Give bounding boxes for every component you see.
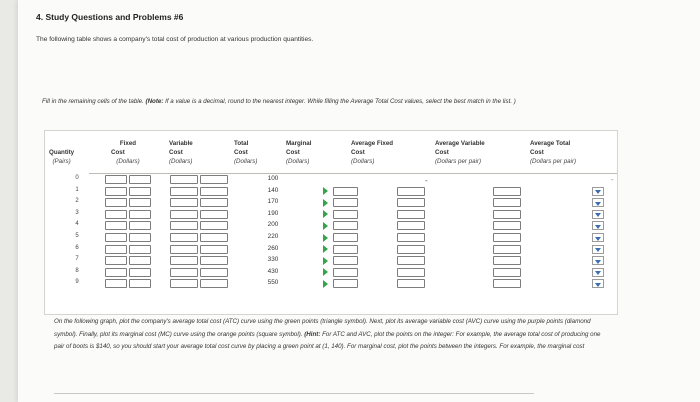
quantity-cell: 7 — [75, 256, 79, 263]
average-fixed-cost-input[interactable] — [397, 198, 425, 207]
quantity-cell: 4 — [75, 221, 79, 228]
question-panel — [18, 0, 700, 402]
average-fixed-cost-input[interactable] — [397, 256, 425, 265]
average-total-cost-select[interactable] — [592, 233, 604, 242]
marginal-cost-marker-icon — [323, 234, 328, 242]
fixed-cost-input-b[interactable] — [129, 279, 151, 288]
marginal-cost-marker-icon — [323, 222, 328, 230]
fixed-cost-input-a[interactable] — [105, 221, 127, 230]
variable-cost-input-b[interactable] — [200, 233, 228, 242]
fixed-cost-input-b[interactable] — [129, 233, 151, 242]
average-variable-cost-input[interactable] — [493, 187, 521, 196]
average-fixed-cost-input[interactable] — [397, 245, 425, 254]
average-total-cost-select[interactable] — [592, 187, 604, 196]
header-marginal-cost: Marginal Cost (Dollars) — [286, 140, 312, 165]
average-total-cost-select[interactable] — [592, 279, 604, 288]
variable-cost-input[interactable] — [170, 279, 198, 288]
quantity-cell: 2 — [75, 198, 79, 205]
variable-cost-input-b[interactable] — [200, 221, 228, 230]
total-cost-cell: 550 — [267, 279, 279, 287]
total-cost-cell: 170 — [267, 198, 279, 206]
average-variable-cost-input[interactable] — [493, 256, 521, 265]
header-total-cost: Total Cost (Dollars) — [234, 140, 258, 165]
total-cost-cell: 220 — [267, 233, 279, 240]
average-variable-cost-input[interactable] — [493, 233, 521, 242]
average-fixed-cost-input[interactable] — [397, 268, 425, 277]
average-total-cost-select[interactable] — [592, 198, 604, 207]
total-cost-cell: 140 — [267, 186, 279, 194]
average-variable-cost-input[interactable] — [493, 279, 521, 288]
marginal-cost-input[interactable] — [333, 198, 358, 207]
instructions-text: Fill in the remaining cells of the table. (Note: If a value is a decimal, round to the nearest integer. While filling the Average Total Cost values, select the best match in the list. ) — [42, 98, 516, 105]
variable-cost-input[interactable] — [170, 198, 198, 207]
average-variable-cost-input[interactable] — [493, 268, 521, 277]
quantity-cell: 6 — [75, 244, 79, 251]
fixed-cost-input-b[interactable] — [129, 245, 151, 254]
fixed-cost-input-b[interactable] — [129, 256, 151, 265]
variable-cost-input[interactable] — [170, 221, 198, 230]
marginal-cost-input[interactable] — [333, 210, 358, 219]
graph-instructions: On the following graph, plot the company's average total cost (ATC) curve using the green points (triangle symbol). Next, plot its average variable cost (AVC) curve using the purple points (diamond symbol). Finally, plot its marginal cost (MC) curve using the orange points (square symbol). (Hint: For ATC and AVC, plot the points on the integer: For example, the average total cost of producing one pair of boots is $140, so you should start your average total cost curve by placing a green point at (1, 140). For marginal cost, plot the points between the integers. For example, the marginal cost — [54, 318, 601, 350]
variable-cost-input[interactable] — [170, 175, 198, 184]
average-total-cost-select[interactable] — [592, 221, 604, 230]
quantity-cell: 3 — [75, 209, 79, 216]
fixed-cost-input-b[interactable] — [129, 268, 151, 277]
total-cost-cell: 260 — [267, 244, 279, 252]
header-quantity: Quantity (Pairs) — [49, 149, 75, 165]
average-total-cost-select[interactable] — [592, 256, 604, 265]
variable-cost-input-b[interactable] — [200, 279, 228, 288]
average-fixed-cost-input[interactable] — [397, 210, 425, 219]
marginal-cost-input[interactable] — [333, 221, 358, 230]
fixed-cost-input-a[interactable] — [105, 279, 127, 288]
total-cost-cell: 190 — [267, 209, 279, 217]
question-heading: 4. Study Questions and Problems #6 — [36, 12, 184, 22]
variable-cost-input-b[interactable] — [200, 187, 228, 196]
variable-cost-input-b[interactable] — [200, 175, 228, 184]
marginal-cost-marker-icon — [323, 210, 328, 218]
quantity-cell: 5 — [75, 233, 79, 239]
variable-cost-input-b[interactable] — [200, 210, 228, 219]
fixed-cost-input-b[interactable] — [129, 175, 151, 184]
atc-q0-dash: - — [611, 175, 614, 184]
afc-q0-dash: - — [425, 176, 428, 185]
average-fixed-cost-input[interactable] — [397, 233, 425, 242]
fixed-cost-input-a[interactable] — [105, 256, 127, 265]
total-cost-cell: 200 — [267, 221, 279, 229]
quantity-cell: 8 — [75, 267, 79, 274]
average-fixed-cost-input[interactable] — [397, 221, 425, 230]
marginal-cost-marker-icon — [323, 257, 328, 265]
total-cost-cell: 430 — [267, 267, 279, 275]
header-average-variable-cost: Average Variable Cost (Dollars per pair) — [435, 140, 485, 165]
total-cost-cell: 330 — [267, 256, 279, 264]
quantity-cell: 9 — [75, 279, 79, 286]
quantity-cell: 1 — [75, 186, 79, 193]
marginal-cost-input[interactable] — [333, 256, 358, 265]
average-variable-cost-input[interactable] — [493, 221, 521, 230]
marginal-cost-input[interactable] — [333, 279, 358, 288]
variable-cost-input-b[interactable] — [200, 245, 228, 254]
average-variable-cost-input[interactable] — [493, 198, 521, 207]
fixed-cost-input-a[interactable] — [105, 187, 127, 196]
marginal-cost-input[interactable] — [333, 233, 358, 242]
intro-text: The following table shows a company's total cost of production at various production quantities. — [36, 36, 314, 43]
variable-cost-input[interactable] — [170, 233, 198, 242]
average-total-cost-select[interactable] — [592, 268, 604, 277]
average-total-cost-select[interactable] — [592, 210, 604, 219]
fixed-cost-input-b[interactable] — [129, 187, 151, 196]
average-variable-cost-input[interactable] — [493, 245, 521, 254]
quantity-cell: 0 — [75, 175, 79, 181]
fixed-cost-input-a[interactable] — [105, 210, 127, 219]
variable-cost-input-b[interactable] — [200, 256, 228, 265]
average-total-cost-select[interactable] — [592, 245, 604, 254]
fixed-cost-input-a[interactable] — [105, 268, 127, 277]
header-average-total-cost: Average Total Cost (Dollars per pair) — [530, 140, 577, 165]
variable-cost-input[interactable] — [170, 256, 198, 265]
variable-cost-input[interactable] — [170, 245, 198, 254]
average-fixed-cost-input[interactable] — [397, 279, 425, 288]
fixed-cost-input-a[interactable] — [105, 198, 127, 207]
marginal-cost-marker-icon — [323, 199, 328, 207]
cost-table — [44, 130, 618, 315]
marginal-cost-input[interactable] — [333, 187, 358, 196]
fixed-cost-input-b[interactable] — [129, 221, 151, 230]
marginal-cost-marker-icon — [323, 268, 328, 276]
average-variable-cost-input[interactable] — [493, 210, 521, 219]
fixed-cost-input-b[interactable] — [129, 210, 151, 219]
variable-cost-input-b[interactable] — [200, 198, 228, 207]
fixed-cost-input-b[interactable] — [129, 198, 151, 207]
variable-cost-input-b[interactable] — [200, 268, 228, 277]
variable-cost-input[interactable] — [170, 210, 198, 219]
marginal-cost-input[interactable] — [333, 245, 358, 254]
content-cutoff-line — [54, 393, 534, 394]
header-fixed-cost: Fixed Cost (Dollars) — [111, 140, 140, 165]
marginal-cost-marker-icon — [323, 187, 328, 195]
header-variable-cost: Variable Cost (Dollars) — [169, 140, 193, 165]
average-fixed-cost-input[interactable] — [397, 187, 425, 196]
marginal-cost-marker-icon — [323, 245, 328, 253]
total-cost-cell: 100 — [267, 175, 279, 182]
marginal-cost-input[interactable] — [333, 268, 358, 277]
variable-cost-input[interactable] — [170, 187, 198, 196]
header-divider — [89, 173, 617, 174]
header-average-fixed-cost: Average Fixed Cost (Dollars) — [351, 140, 394, 165]
variable-cost-input[interactable] — [170, 268, 198, 277]
fixed-cost-input-a[interactable] — [105, 233, 127, 242]
fixed-cost-input-a[interactable] — [105, 175, 127, 184]
marginal-cost-marker-icon — [323, 280, 328, 288]
fixed-cost-input-a[interactable] — [105, 245, 127, 254]
